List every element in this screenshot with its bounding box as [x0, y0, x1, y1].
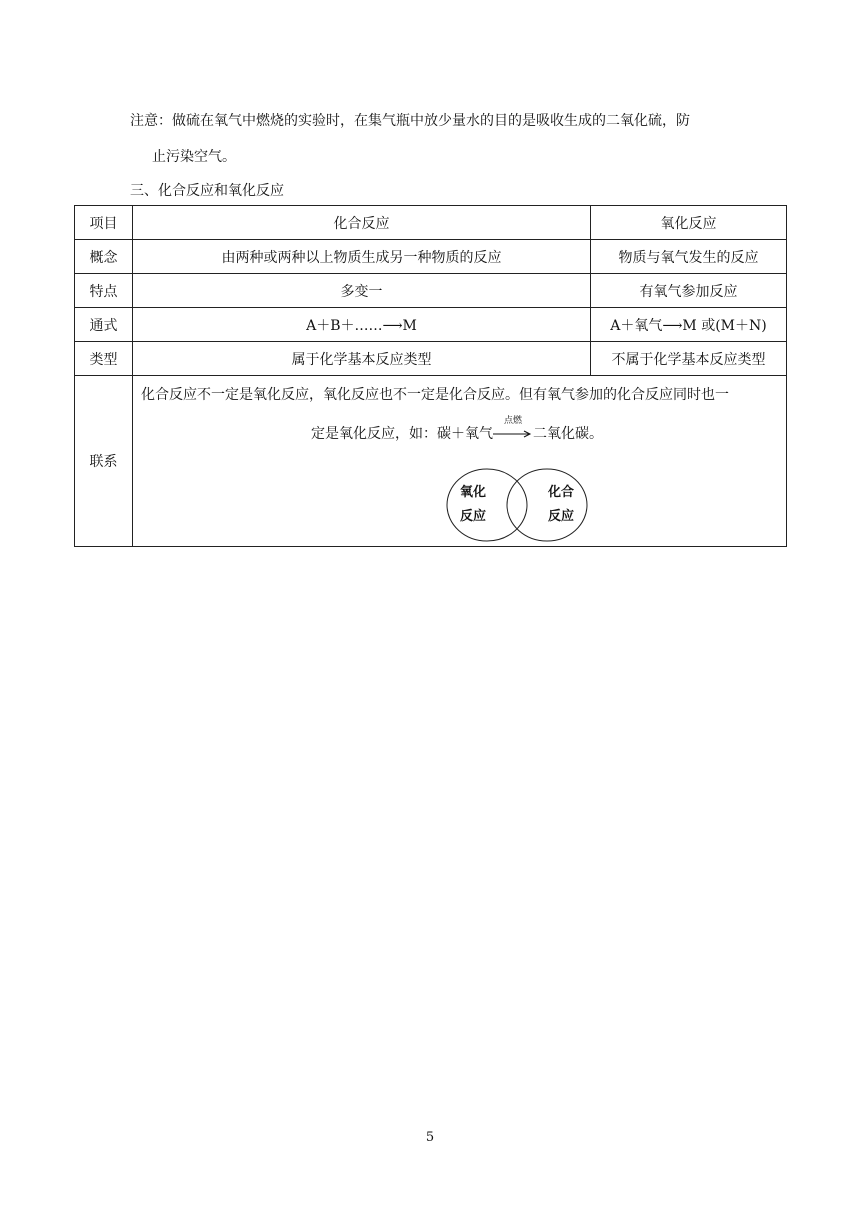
comparison-table: [74, 205, 787, 547]
row-label: 联系: [75, 376, 133, 547]
table-header-row: [75, 206, 787, 240]
table-cell: 不属于化学基本反应类型: [591, 342, 787, 376]
reaction-condition: 点燃: [503, 416, 522, 426]
note-line-2: 止污染空气。: [152, 149, 236, 165]
equation-product: 二氧化碳。: [533, 426, 603, 442]
table-cell: A＋B＋……⟶M: [133, 308, 591, 342]
table-cell: 有氧气参加反应: [591, 274, 787, 308]
row-label: 通式: [75, 308, 133, 342]
table-cell: 属于化学基本反应类型: [133, 342, 591, 376]
relation-text-line-2: [311, 416, 603, 443]
section-title: 三、化合反应和氧化反应: [130, 183, 284, 199]
table-row: [75, 342, 787, 376]
table-cell: 由两种或两种以上物质生成另一种物质的反应: [133, 240, 591, 274]
venn-diagram: [445, 466, 590, 548]
table-cell: 多变一: [133, 274, 591, 308]
venn-right-label: 化合 反应: [547, 485, 574, 524]
note-line-1: 注意：做硫在氧气中燃烧的实验时，在集气瓶中放少量水的目的是吸收生成的二氧化硫，防: [130, 113, 690, 129]
reaction-arrow: [493, 416, 533, 438]
header-cell: 化合反应: [133, 206, 591, 240]
row-label: 概念: [75, 240, 133, 274]
relation-row: [75, 376, 787, 547]
table-row: [75, 274, 787, 308]
table-row: [75, 240, 787, 274]
header-cell: 氧化反应: [591, 206, 787, 240]
venn-left-label: 氧化 反应: [459, 485, 486, 524]
relation-cell: [133, 376, 787, 547]
right-arrow-icon: [493, 430, 533, 438]
row-label: 类型: [75, 342, 133, 376]
table-cell: A＋氧气⟶M 或(M＋N): [591, 308, 787, 342]
header-cell: 项目: [75, 206, 133, 240]
page-number: 5: [425, 1130, 435, 1145]
row-label: 特点: [75, 274, 133, 308]
relation-text-line-1: 化合反应不一定是氧化反应，氧化反应也不一定是化合反应。但有氧气参加的化合反应同时也一: [141, 387, 729, 403]
equation-reactants: 定是氧化反应，如：碳＋氧气: [311, 426, 493, 442]
table-row: [75, 308, 787, 342]
table-cell: 物质与氧气发生的反应: [591, 240, 787, 274]
